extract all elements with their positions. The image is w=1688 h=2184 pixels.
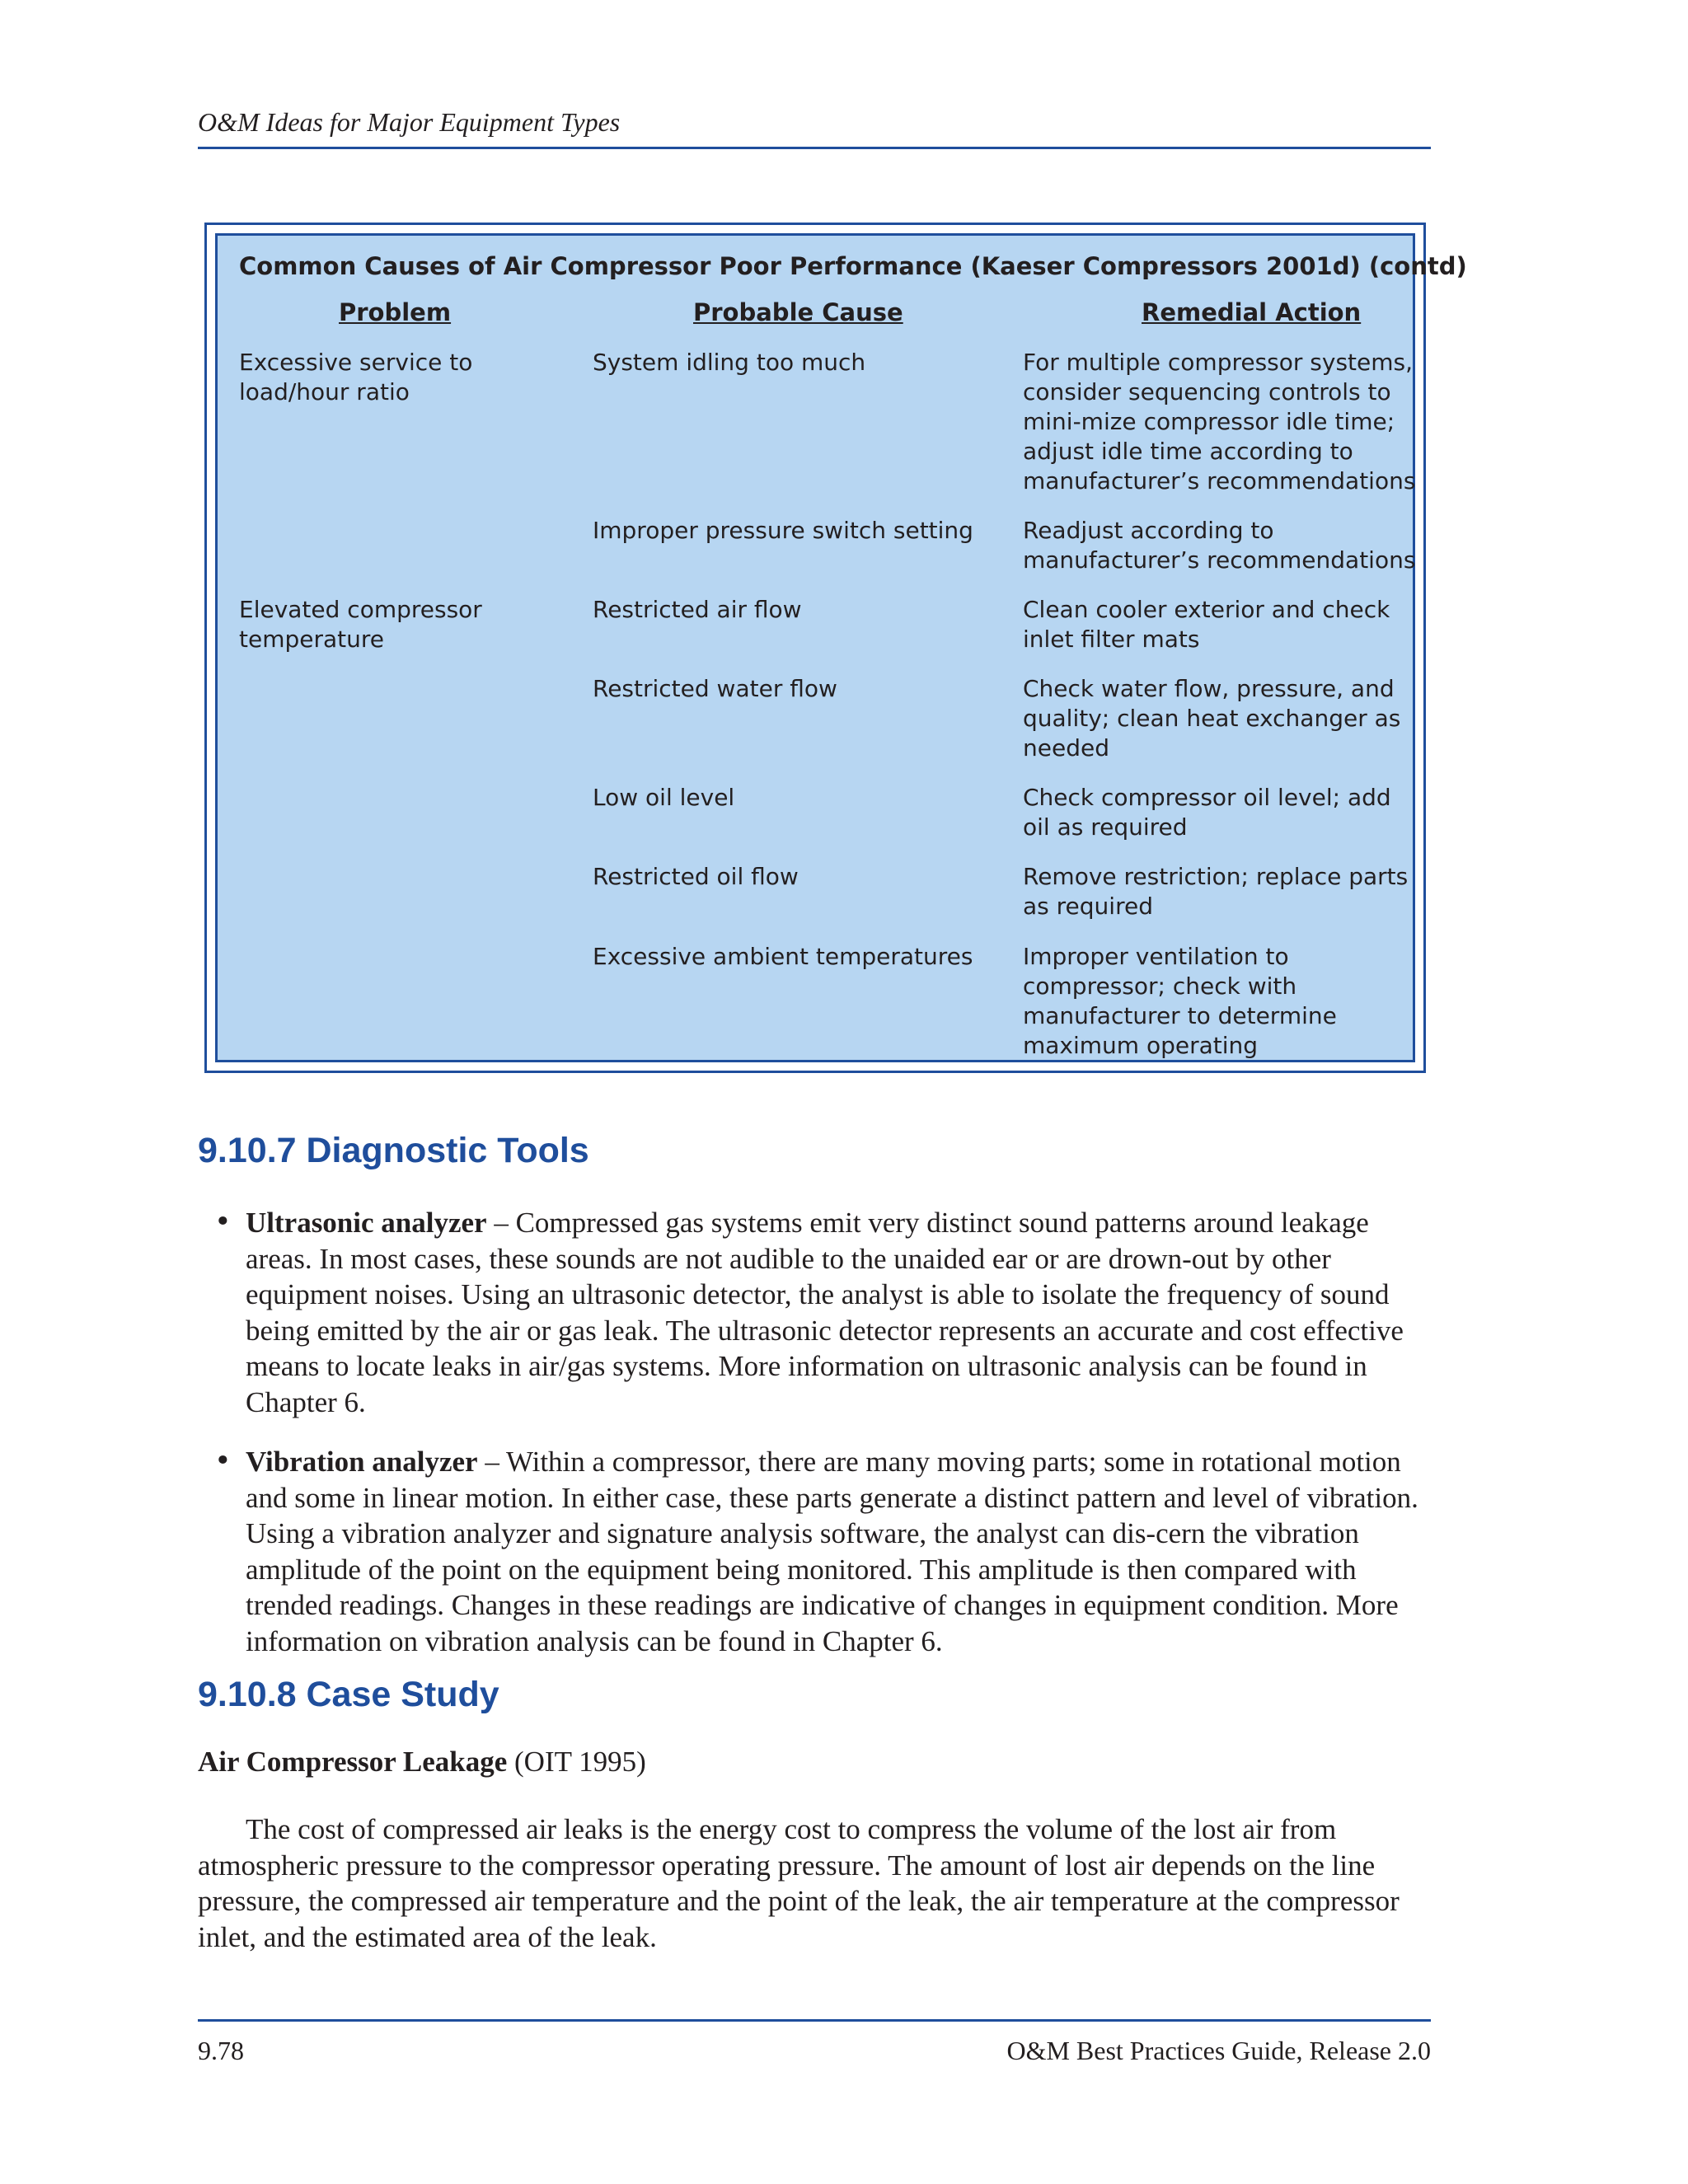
section-heading-diagnostic-tools: 9.10.7 Diagnostic Tools	[198, 1131, 589, 1170]
table-cell-cause: Improper pressure switch setting	[593, 517, 973, 544]
table-cell-cause: System idling too much	[593, 349, 866, 376]
column-header-cause: Probable Cause	[693, 298, 903, 326]
performance-table-box	[204, 223, 1467, 1073]
bullet-vibration-analyzer	[214, 1444, 1434, 1659]
bullet-term: Ultrasonic analyzer	[246, 1207, 487, 1239]
table-cell-action: Check compressor oil level; add oil as required	[1023, 784, 1391, 841]
bullet-term: Vibration analyzer	[246, 1446, 478, 1478]
bullet-body: – Compressed gas systems emit very distinct sound patterns around leakage areas. In most cases, these sounds are not audible to the unaided ear or are drown-out by other equipment noises. Using an ultrasonic detector, the analyst is able to isolate the frequency of sound being emitted by the air or gas leak. The ultrasonic detector represents an accurate and cost effective means to locate leaks in air/gas systems. More information on ultrasonic analysis can be found in Chapter 6.	[246, 1207, 1404, 1418]
table-cell-cause: Restricted water flow	[593, 675, 837, 702]
table-cell-action: Clean cooler exterior and check inlet filter mats	[1023, 596, 1390, 653]
case-study-title: Air Compressor Leakage	[198, 1746, 508, 1778]
guide-title: O&M Best Practices Guide, Release 2.0	[1006, 2036, 1431, 2065]
table-cell-action: Remove restriction; replace parts as required	[1023, 863, 1409, 920]
running-head: O&M Ideas for Major Equipment Types	[198, 107, 621, 137]
table-cell-cause: Restricted air flow	[593, 596, 802, 623]
bullet-icon: •	[214, 1445, 232, 1478]
bullet-ultrasonic-analyzer	[214, 1205, 1434, 1420]
table-cell-action: For multiple compressor systems, consider sequencing controls to mini-mize compressor idle time; adjust idle time according to manufacturer’s recommendations	[1023, 349, 1416, 494]
footer-rule	[198, 2019, 1431, 2022]
table-cell-cause: Excessive ambient temperatures	[593, 943, 973, 970]
table-cell-cause: Low oil level	[593, 784, 735, 811]
table-cell-action: Improper ventilation to compressor; check with manufacturer to determine maximum operating	[1023, 943, 1337, 1059]
bullet-icon: •	[214, 1206, 232, 1239]
column-header-action: Remedial Action	[1142, 298, 1362, 326]
page-number: 9.78	[198, 2036, 244, 2065]
case-study-paragraph: The cost of compressed air leaks is the energy cost to compress the volume of the lost air from atmospheric pressure to the compressor operating pressure. The amount of lost air depends on the line pressure, the compressed air temperature and the point of the leak, the air temperature at the compressor inlet, and the estimated area of the leak.	[198, 1813, 1400, 1953]
section-heading-case-study: 9.10.8 Case Study	[198, 1675, 499, 1714]
case-study-reference: (OIT 1995)	[507, 1746, 646, 1778]
table-cell-problem: Elevated compressor temperature	[239, 596, 482, 653]
table-cell-action: Readjust according to manufacturer’s recommendations	[1023, 517, 1416, 574]
table-cell-problem: Excessive service to load/hour ratio	[239, 349, 473, 405]
header-rule	[198, 147, 1431, 149]
table-cell-cause: Restricted oil flow	[593, 863, 799, 890]
column-header-problem: Problem	[339, 298, 452, 326]
table-title: Common Causes of Air Compressor Poor Performance (Kaeser Compressors 2001d) (contd)	[239, 252, 1467, 280]
bullet-body: – Within a compressor, there are many moving parts; some in rotational motion and some in linear motion. In either case, these parts generate a distinct pattern and level of vibration. Using a vibration analyzer and signature analysis software, the analyst can dis-cern the vibration amplitude of the point on the equipment being monitored. This amplitude is then compared with trended readings. Changes in these readings are indicative of changes in equipment condition. More information on vibration analysis can be found in Chapter 6.	[246, 1446, 1418, 1657]
case-study-subhead	[198, 1746, 646, 1779]
table-cell-action: Check water flow, pressure, and quality; clean heat exchanger as needed	[1023, 675, 1401, 762]
performance-table	[215, 233, 1467, 1062]
